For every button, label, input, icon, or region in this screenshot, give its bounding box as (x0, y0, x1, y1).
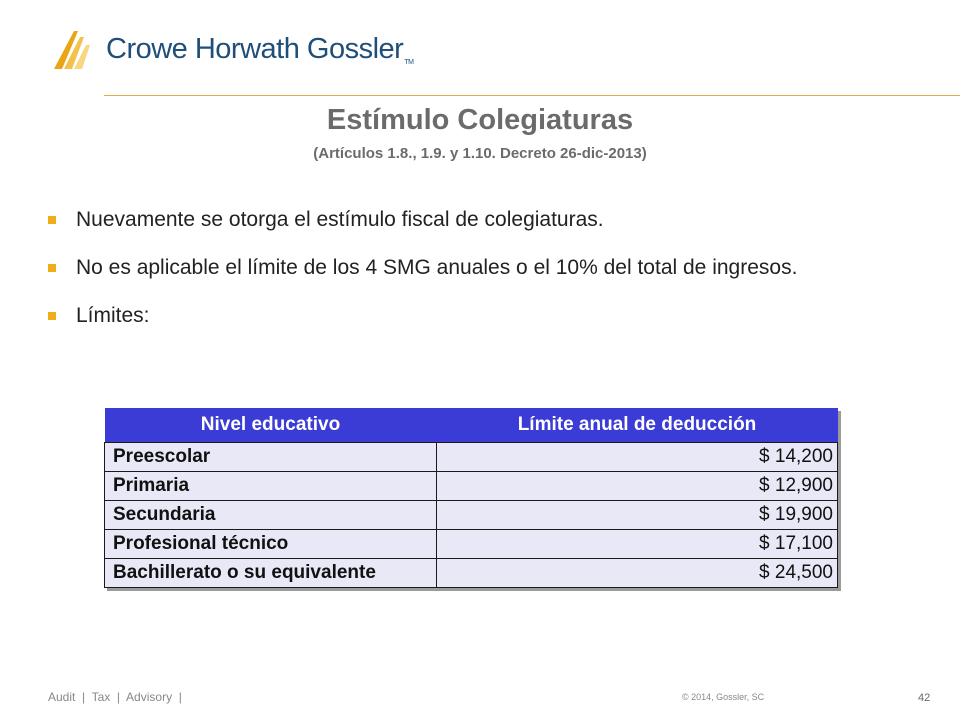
company-logo (52, 27, 413, 71)
cell-amount: $ 19,900 (437, 501, 838, 530)
bullet-square-icon (48, 216, 56, 224)
table-row (105, 443, 838, 472)
limits-table (104, 408, 838, 588)
logo-text: Crowe Horwath GosslerTM (106, 32, 414, 66)
table-row (105, 530, 838, 559)
footer-copyright: © 2014, Gossler, SC (682, 692, 765, 702)
cell-level: Bachillerato o su equivalente (105, 559, 437, 588)
bullet-square-icon (48, 264, 56, 272)
bullet-item (48, 302, 938, 330)
cell-level: Primaria (105, 472, 437, 501)
slide-subtitle: (Artículos 1.8., 1.9. y 1.10. Decreto 26-dic-2013) (313, 145, 647, 162)
cell-amount: $ 14,200 (437, 443, 838, 472)
bullet-text: Límites: (76, 304, 150, 327)
logo-mark-icon (52, 27, 100, 71)
header-limite-anual: Límite anual de deducción (437, 408, 838, 443)
header-divider (104, 95, 960, 96)
cell-level: Secundaria (105, 501, 437, 530)
cell-level: Profesional técnico (105, 530, 437, 559)
header-nivel-educativo: Nivel educativo (105, 408, 437, 443)
table-row (105, 559, 838, 588)
cell-amount: $ 24,500 (437, 559, 838, 588)
slide-title: Estímulo Colegiaturas (326, 104, 634, 136)
cell-amount: $ 17,100 (437, 530, 838, 559)
page-number: 42 (918, 692, 931, 704)
footer-services: Audit | Tax | Advisory | (48, 690, 182, 704)
bullet-text: No es aplicable el límite de los 4 SMG anuales o el 10% del total de ingresos. (76, 256, 798, 279)
bullet-item (48, 206, 938, 234)
cell-amount: $ 12,900 (437, 472, 838, 501)
bullet-item (48, 254, 938, 282)
table-row (105, 501, 838, 530)
logo-trademark: TM (404, 58, 414, 66)
bullet-list (48, 206, 938, 350)
table-header-row (105, 408, 838, 443)
cell-level: Preescolar (105, 443, 437, 472)
table-row (105, 472, 838, 501)
bullet-text: Nuevamente se otorga el estímulo fiscal de colegiaturas. (76, 208, 604, 231)
bullet-square-icon (48, 312, 56, 320)
